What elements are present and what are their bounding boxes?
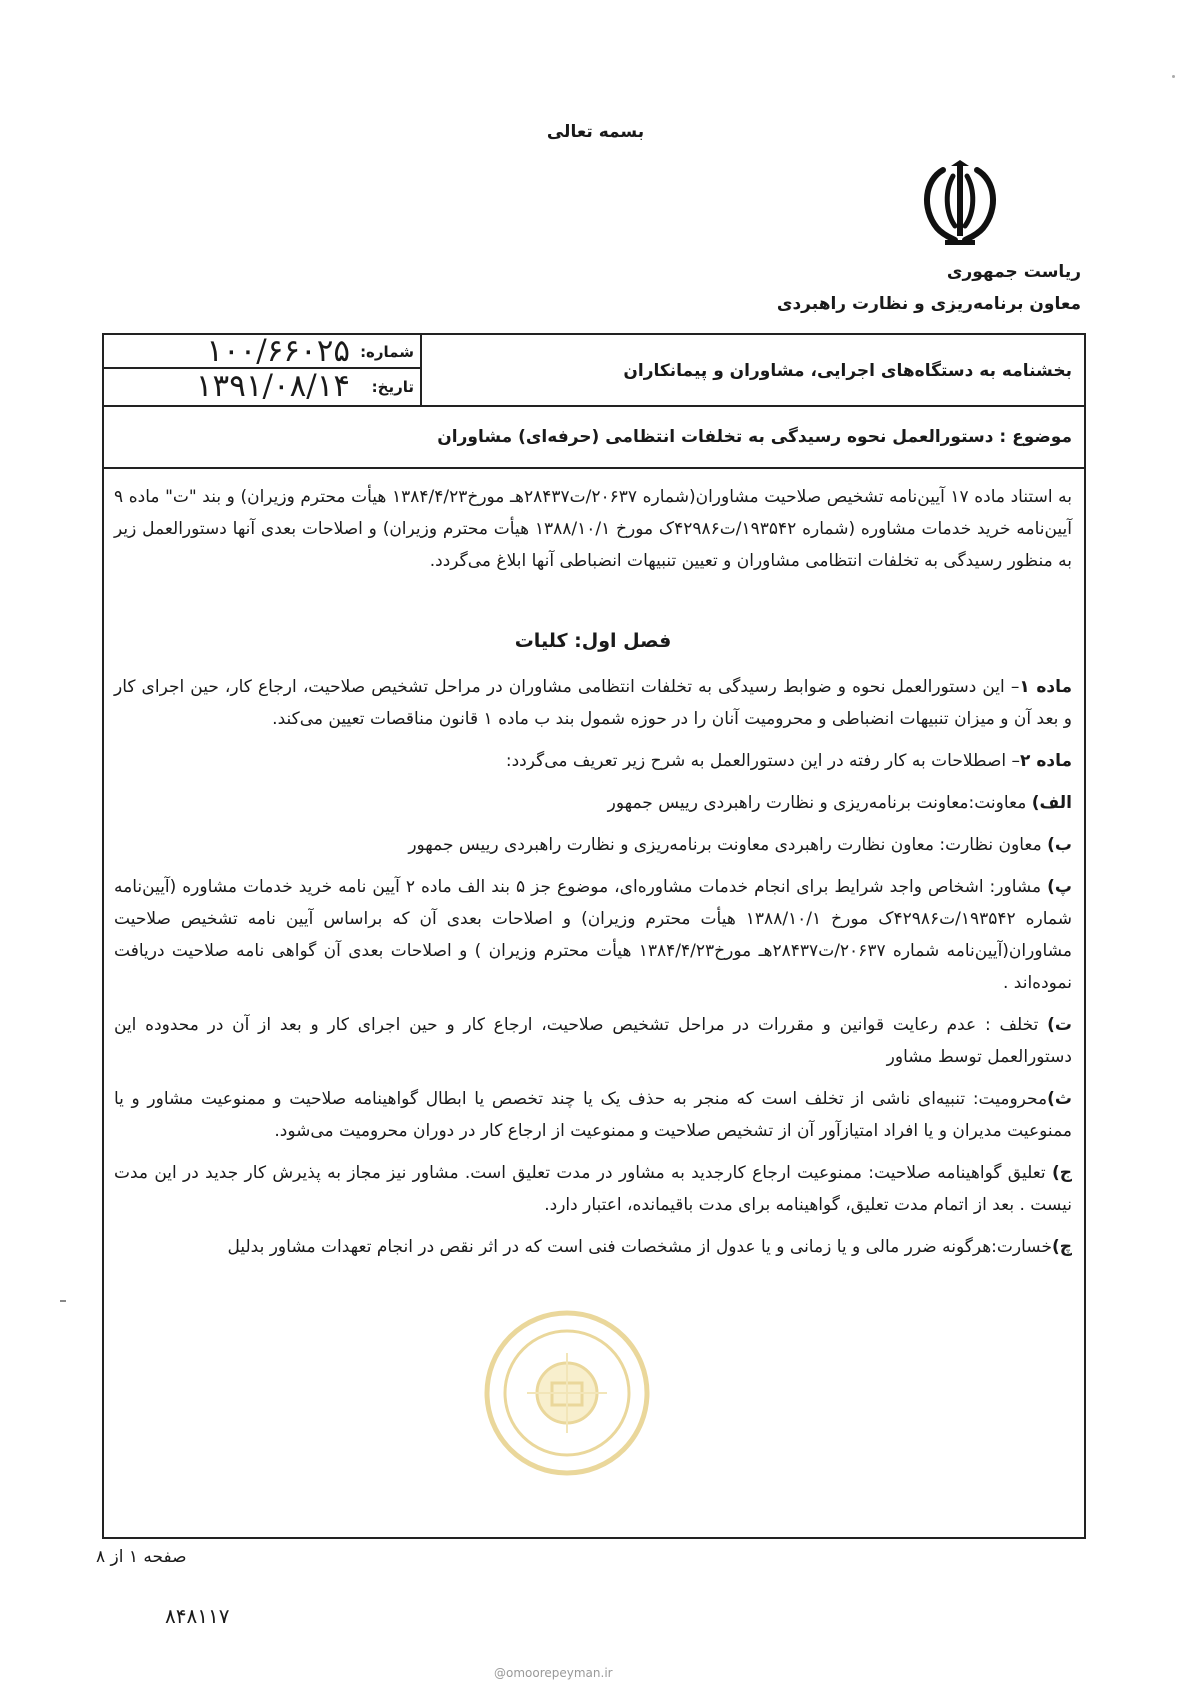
letter-date-row xyxy=(104,370,420,404)
letter-number-label: شماره: xyxy=(360,343,414,361)
subject-row xyxy=(104,407,1084,469)
definition-alef-text: معاونت:معاونت برنامه‌ریزی و نظارت راهبردی رییس جمهور xyxy=(607,793,1032,813)
article-2 xyxy=(114,745,1072,777)
basmala: بسمه تعالی xyxy=(546,122,645,142)
subject-line: موضوع : دستورالعمل نحوه رسیدگی به تخلفات انتظامی (حرفه‌ای) مشاوران xyxy=(437,427,1072,447)
definition-te xyxy=(114,1009,1072,1073)
article-1-text: – این دستورالعمل نحوه و ضوابط رسیدگی به تخلفات انتظامی مشاوران در مراحل تشخیص صلاحیت، ارجاع کار، حین اجرای کار و بعد آن و میزان تنبیهات انضباطی و محرومیت آنان را در حوزه شمول بند ب ماده ۱ قانون مناقصات تعیین می‌کند. xyxy=(114,677,1072,729)
definition-pe-label: پ) xyxy=(1047,877,1072,897)
article-2-label: ماده ۲ xyxy=(1020,751,1072,771)
article-2-text: – اصطلاحات به کار رفته در این دستورالعمل به شرح زیر تعریف می‌گردد: xyxy=(505,751,1021,771)
definition-che-text: خسارت:هرگونه ضرر مالی و یا زمانی و یا عدول از مشخصات فنی است که در اثر نقص در انجام تعهدات مشاور بدلیل xyxy=(227,1237,1052,1257)
margin-mark xyxy=(60,1300,66,1302)
definition-pe xyxy=(114,871,1072,999)
letter-date-label: تاریخ: xyxy=(371,378,414,396)
addressee: بخشنامه به دستگاه‌های اجرایی، مشاوران و پیمانکاران xyxy=(623,361,1072,381)
definition-te-text: تخلف : عدم رعایت قوانین و مقررات در مراحل تشخیص صلاحیت، ارجاع کار و حین اجرای کار و بعد از آن در محدوده این دستورالعمل توسط مشاور xyxy=(114,1015,1072,1067)
addressee-row xyxy=(104,335,1084,407)
letter-number-value: ۱۰۰/۶۶۰۲۵ xyxy=(206,333,350,369)
page-number: صفحه ۱ از ۸ xyxy=(96,1547,187,1567)
chapter-title: فصل اول: کلیات xyxy=(514,630,672,652)
iran-emblem-icon xyxy=(915,160,1005,248)
reference-box xyxy=(104,335,422,405)
definition-be-text: معاون نظارت: معاون نظارت راهبردی معاونت برنامه‌ریزی و نظارت راهبردی رییس جمهور xyxy=(408,835,1048,855)
definition-jim xyxy=(114,1157,1072,1221)
definition-alef xyxy=(114,787,1072,819)
definition-be-label: ب) xyxy=(1047,835,1072,855)
article-1-label: ماده ۱ xyxy=(1019,677,1072,697)
scan-speck xyxy=(1172,75,1175,78)
definition-che-label: چ) xyxy=(1051,1237,1072,1257)
letter-body xyxy=(114,481,1072,1273)
definition-te-label: ت) xyxy=(1047,1015,1072,1035)
definition-se-text: محرومیت: تنبیه‌ای ناشی از تخلف است که منجر به حذف یک یا چند تخصص یا ابطال گواهینامه صلاحیت و ممنوعیت مشاور و یا ممنوعیت مدیران و یا افراد امتیازآور آن از تشخیص صلاحیت و ممنوعیت از ارجاع کار در دوران محرومیت می‌شود. xyxy=(114,1089,1072,1141)
article-1 xyxy=(114,671,1072,735)
definition-jim-label: ج) xyxy=(1051,1163,1072,1183)
watermark-url: @omoorepeyman.ir xyxy=(494,1666,613,1680)
definition-se xyxy=(114,1083,1072,1147)
letter-date-value: ۱۳۹۱/۰۸/۱۴ xyxy=(195,368,350,404)
definition-se-label: ث) xyxy=(1047,1089,1072,1109)
intro-paragraph: به استناد ماده ۱۷ آیین‌نامه تشخیص صلاحیت مشاوران(شماره ۲۰۶۳۷/ت۲۸۴۳۷هـ مورخ۱۳۸۴/۴/۲۳ هیأت محترم وزیران) و بند "ت" ماده ۹ آیین‌نامه خرید خدمات مشاوره (شماره ۱۹۳۵۴۲/ت۴۲۹۸۶ک مورخ ۱۳۸۸/۱۰/۱ هیأت محترم وزیران) و اصلاحات بعدی آنها دستورالعمل زیر به منظور رسیدگی به تخلفات انتظامی مشاوران و تعیین تنبیهات انضباطی آنها ابلاغ می‌گردد. xyxy=(114,487,1073,571)
definition-che xyxy=(114,1231,1072,1263)
definition-be xyxy=(114,829,1072,861)
document-code: ۸۴۸۱۱۷ xyxy=(165,1604,230,1628)
issuing-organization xyxy=(777,256,1081,320)
watermark-seal-icon xyxy=(482,1308,652,1478)
letter-number-row xyxy=(104,335,420,369)
definition-pe-text: مشاور: اشخاص واجد شرایط برای انجام خدمات مشاوره‌ای، موضوع جز ۵ بند الف ماده ۲ آیین نامه خرید خدمات مشاوره (آیین‌نامه شماره ۱۹۳۵۴۲/ت۴۲۹۸۶ک مورخ ۱۳۸۸/۱۰/۱ هیأت محترم وزیران) و اصلاحات بعدی آن که براساس آیین نامه تشخیص صلاحیت مشاوران(آیین‌نامه شماره ۲۰۶۳۷/ت۲۸۴۳۷هـ مورخ۱۳۸۴/۴/۲۳ هیأت محترم وزیران ) و اصلاحات بعدی آن گواهی نامه صلاحیت دریافت نموده‌اند . xyxy=(114,877,1073,993)
org-line-deputy: معاون برنامه‌ریزی و نظارت راهبردی xyxy=(776,294,1081,314)
org-line-presidency: ریاست جمهوری xyxy=(946,262,1081,282)
definition-alef-label: الف) xyxy=(1031,793,1072,813)
definition-jim-text: تعلیق گواهینامه صلاحیت: ممنوعیت ارجاع کارجدید به مشاور در مدت تعلیق است. مشاور نیز مجاز به پذیرش کار جدید در این مدت نیست . بعد از اتمام مدت تعلیق، گواهینامه برای مدت باقیمانده، اعتبار دارد. xyxy=(114,1163,1072,1215)
